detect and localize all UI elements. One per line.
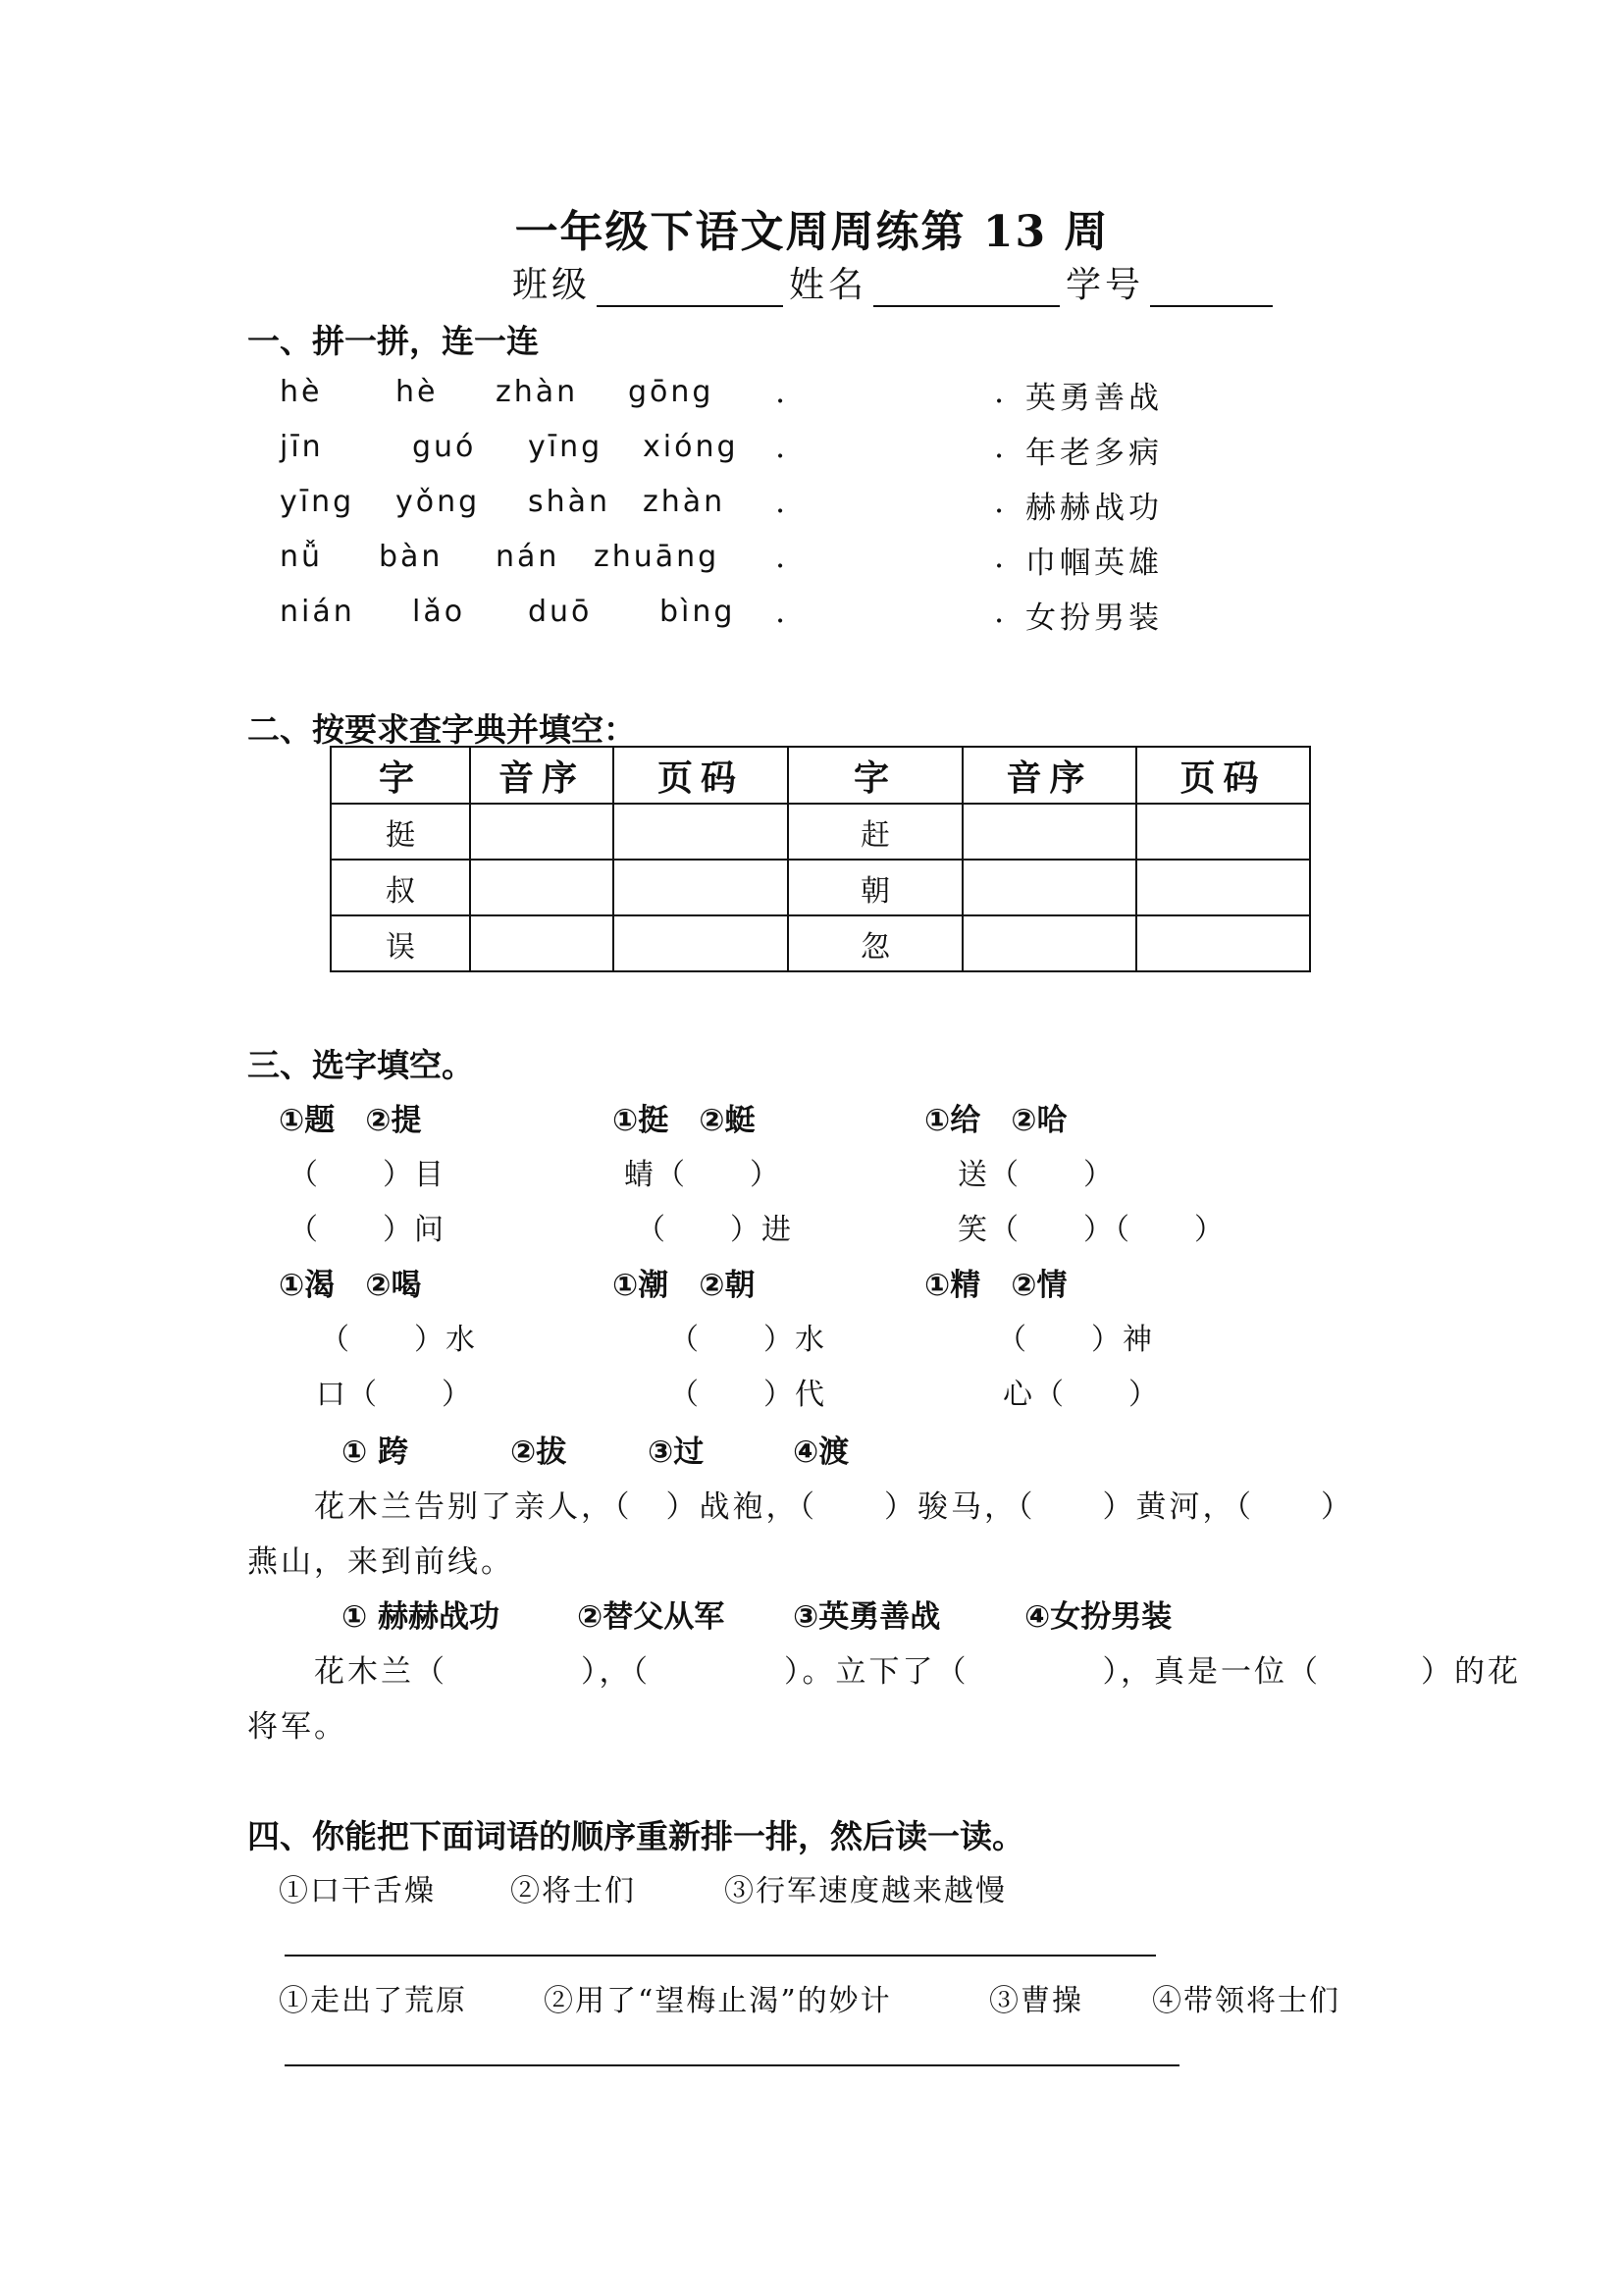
pinyin-syllable: yīng (280, 485, 355, 519)
pinyin-syllable: xióng (643, 430, 739, 464)
mulan-paragraph-2-line-1[interactable]: 花木兰（ ），（ ）。立下了（ ），真是一位（ ）的花 (314, 1654, 1521, 1690)
word-item: ②用了“望梅止渴”的妙计 (544, 1984, 892, 2018)
pinyin-syllable: gōng (628, 375, 714, 409)
phrase-option: ④女扮男装 (1024, 1599, 1173, 1635)
idiom-item: 女扮男装 (1025, 600, 1163, 636)
word-item: ④带领将士们 (1152, 1984, 1340, 2018)
char-options: ①精 ②情 (924, 1268, 1068, 1303)
character-cell: 朝 (788, 860, 963, 915)
pinyin-syllable: yǒng (395, 485, 481, 519)
column-header: 页码 (613, 747, 788, 804)
match-dot-left[interactable]: . (775, 593, 786, 630)
character-cell: 赶 (788, 804, 963, 860)
number-blank[interactable] (1150, 266, 1273, 307)
idiom-item: 年老多病 (1025, 436, 1163, 471)
name-blank[interactable] (873, 266, 1060, 307)
page-blank[interactable] (613, 804, 788, 860)
character-cell: 误 (331, 915, 470, 971)
verb-option: ④渡 (793, 1435, 850, 1470)
page-blank[interactable] (1136, 804, 1310, 860)
fill-item[interactable]: （ ）进 (636, 1213, 793, 1247)
match-dot-left[interactable]: . (775, 428, 786, 465)
section-2-heading: 二、按要求查字典并填空： (247, 710, 636, 749)
section-1-heading: 一、拼一拼，连一连 (247, 322, 539, 360)
class-blank[interactable] (597, 266, 783, 307)
mulan-paragraph-1-line-2: 燕山，来到前线。 (247, 1544, 514, 1580)
dictionary-table (330, 746, 1311, 972)
pinyin-syllable: hè (395, 375, 439, 409)
fill-item[interactable]: 口（ ） (316, 1378, 473, 1412)
column-header: 音序 (470, 747, 613, 804)
student-info-line (512, 257, 1279, 307)
verb-option: ① 跨 (341, 1435, 409, 1470)
match-dot-right[interactable]: . (994, 593, 1005, 630)
column-header: 页码 (1136, 747, 1310, 804)
fill-item[interactable]: 送（ ） (958, 1158, 1115, 1192)
pinyin-syllable: guó (412, 430, 477, 464)
class-label: 班级 (512, 265, 592, 305)
match-dot-right[interactable]: . (994, 428, 1005, 465)
pinyin-syllable: jīn (280, 430, 324, 464)
word-item: ②将士们 (510, 1874, 636, 1908)
fill-item[interactable]: （ ）问 (288, 1213, 445, 1247)
yinxu-blank[interactable] (963, 860, 1136, 915)
character-cell: 忽 (788, 915, 963, 971)
match-dot-left[interactable]: . (775, 373, 786, 410)
pinyin-syllable: lǎo (412, 595, 466, 629)
phrase-option: ②替父从军 (577, 1599, 725, 1635)
yinxu-blank[interactable] (963, 915, 1136, 971)
char-options: ①题 ②提 (279, 1103, 422, 1138)
pinyin-syllable: bìng (659, 595, 736, 629)
yinxu-blank[interactable] (470, 860, 613, 915)
fill-item[interactable]: （ ）代 (669, 1378, 826, 1412)
match-dot-right[interactable]: . (994, 373, 1005, 410)
section-3-heading: 三、选字填空。 (247, 1046, 474, 1084)
character-cell: 叔 (331, 860, 470, 915)
page-blank[interactable] (1136, 915, 1310, 971)
char-options: ①给 ②哈 (924, 1103, 1068, 1138)
char-options: ①潮 ②朝 (612, 1268, 756, 1303)
pinyin-syllable: shàn (528, 485, 611, 519)
page-blank[interactable] (613, 860, 788, 915)
number-label: 学号 (1066, 265, 1145, 305)
char-options: ①挺 ②蜓 (612, 1103, 756, 1138)
pinyin-syllable: zhuāng (594, 540, 720, 574)
table-row (331, 804, 1310, 860)
pinyin-syllable: yīng (528, 430, 603, 464)
pinyin-syllable: bàn (379, 540, 444, 574)
pinyin-syllable: nán (496, 540, 560, 574)
verb-option: ②拔 (510, 1435, 567, 1470)
verb-option: ③过 (648, 1435, 705, 1470)
mulan-paragraph-1-line-1[interactable]: 花木兰告别了亲人，（ ）战袍，（ ）骏马，（ ）黄河，（ ） (314, 1489, 1354, 1525)
fill-item[interactable]: （ ）神 (997, 1323, 1154, 1357)
section-4-heading: 四、你能把下面词语的顺序重新排一排，然后读一读。 (247, 1817, 1024, 1855)
match-dot-right[interactable]: . (994, 538, 1005, 575)
page-blank[interactable] (613, 915, 788, 971)
word-item: ①走出了荒原 (279, 1984, 467, 2018)
pinyin-syllable: nián (280, 595, 355, 629)
yinxu-blank[interactable] (470, 915, 613, 971)
pinyin-syllable: duō (528, 595, 593, 629)
column-header: 音序 (963, 747, 1136, 804)
fill-item[interactable]: （ ）水 (669, 1323, 826, 1357)
table-row (331, 915, 1310, 971)
match-dot-right[interactable]: . (994, 483, 1005, 520)
char-options: ①渴 ②喝 (279, 1268, 422, 1303)
page-title: 一年级下语文周周练第 13 周 (514, 207, 1110, 257)
word-item: ③曹操 (989, 1984, 1083, 2018)
answer-line[interactable] (285, 2064, 1179, 2066)
pinyin-syllable: zhàn (496, 375, 579, 409)
yinxu-blank[interactable] (963, 804, 1136, 860)
idiom-item: 巾帼英雄 (1025, 546, 1163, 581)
column-header: 字 (788, 747, 963, 804)
match-dot-left[interactable]: . (775, 538, 786, 575)
yinxu-blank[interactable] (470, 804, 613, 860)
word-item: ③行军速度越来越慢 (724, 1874, 1007, 1908)
column-header: 字 (331, 747, 470, 804)
answer-line[interactable] (285, 1955, 1156, 1957)
mulan-paragraph-2-line-2: 将军。 (247, 1709, 347, 1745)
phrase-option: ① 赫赫战功 (341, 1599, 500, 1635)
page-blank[interactable] (1136, 860, 1310, 915)
fill-item[interactable]: 心（ ） (1003, 1378, 1160, 1412)
fill-item[interactable]: （ ）水 (320, 1323, 477, 1357)
fill-item[interactable]: （ ）目 (288, 1158, 445, 1192)
pinyin-syllable: zhàn (643, 485, 726, 519)
pinyin-syllable: hè (280, 375, 323, 409)
word-item: ①口干舌燥 (279, 1874, 436, 1908)
match-dot-left[interactable]: . (775, 483, 786, 520)
character-cell: 挺 (331, 804, 470, 860)
table-row (331, 860, 1310, 915)
pinyin-syllable: nǚ (280, 540, 324, 574)
idiom-item: 英勇善战 (1025, 381, 1163, 416)
fill-item[interactable]: 笑（ ）（ ） (958, 1213, 1226, 1247)
name-label: 姓名 (789, 265, 868, 305)
fill-item[interactable]: 蜻（ ） (624, 1158, 781, 1192)
phrase-option: ③英勇善战 (793, 1599, 941, 1635)
table-header-row (331, 747, 1310, 804)
idiom-item: 赫赫战功 (1025, 491, 1163, 526)
